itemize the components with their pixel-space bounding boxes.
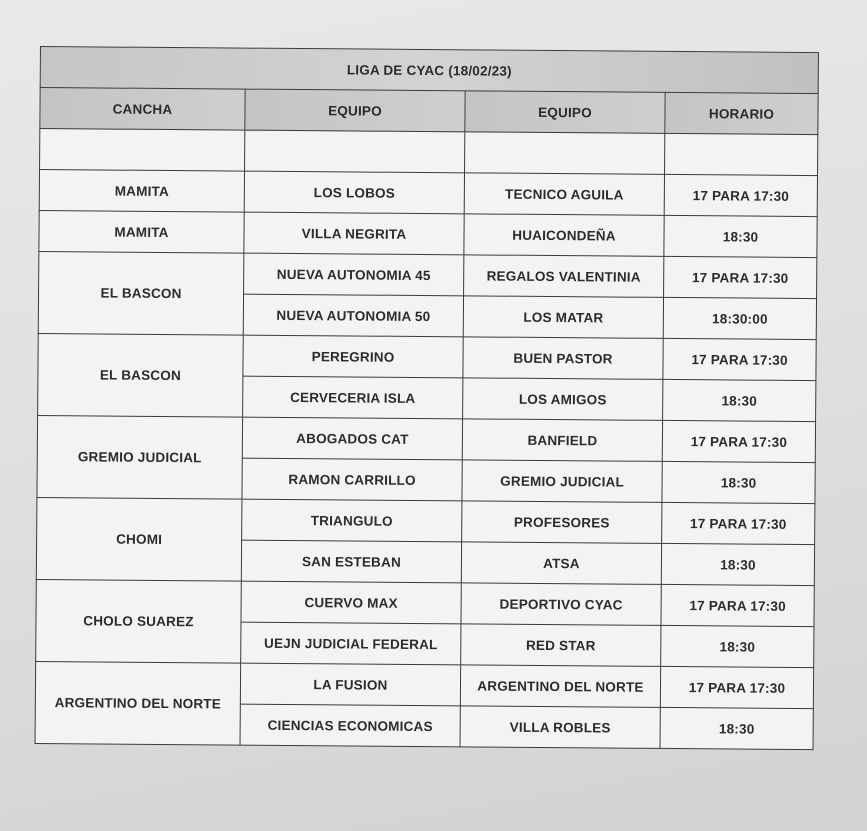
equipo-visitante-cell: PROFESORES [462,501,662,544]
empty-cell [465,132,665,175]
cancha-cell: GREMIO JUDICIAL [37,415,243,499]
equipo-visitante-cell: VILLA ROBLES [460,706,660,749]
equipo-local-cell: ABOGADOS CAT [242,417,462,460]
table-row [37,415,815,462]
header-cancha: CANCHA [40,88,245,131]
empty-cell [40,129,245,172]
cancha-cell: EL BASCON [38,251,244,335]
empty-cell [245,130,465,173]
cancha-cell: ARGENTINO DEL NORTE [35,661,241,745]
equipo-visitante-cell: LOS MATAR [463,296,663,339]
cancha-cell: CHOLO SUAREZ [36,579,242,663]
horario-cell: 17 PARA 17:30 [662,420,815,462]
equipo-visitante-cell: DEPORTIVO CYAC [461,583,661,626]
horario-cell: 17 PARA 17:30 [660,666,813,708]
equipo-visitante-cell: GREMIO JUDICIAL [462,460,662,503]
horario-cell: 18:30 [661,543,814,585]
cancha-cell: MAMITA [39,210,244,253]
equipo-local-cell: TRIANGULO [242,499,462,542]
table-row [39,210,817,257]
horario-cell: 18:30 [663,379,816,421]
equipo-local-cell: LA FUSION [240,663,460,706]
equipo-local-cell: PEREGRINO [243,335,463,378]
equipo-visitante-cell: BANFIELD [462,419,662,462]
cancha-cell: CHOMI [36,497,242,581]
equipo-local-cell: CIENCIAS ECONOMICAS [240,704,460,747]
equipo-local-cell: LOS LOBOS [244,171,464,214]
cancha-cell: EL BASCON [38,333,244,417]
equipo-local-cell: NUEVA AUTONOMIA 50 [243,294,463,337]
empty-cell [665,133,818,175]
horario-cell: 17 PARA 17:30 [663,338,816,380]
table-row [36,579,814,626]
printed-sheet [35,46,818,750]
table-row [39,170,817,217]
table-row [37,497,815,544]
horario-cell: 17 PARA 17:30 [664,256,817,298]
horario-cell: 17 PARA 17:30 [664,174,817,216]
horario-cell: 18:30 [664,215,817,257]
equipo-visitante-cell: ATSA [461,542,661,585]
horario-cell: 18:30:00 [663,297,816,339]
horario-cell: 17 PARA 17:30 [662,502,815,544]
equipo-visitante-cell: HUAICONDEÑA [464,214,664,257]
header-equipo-1: EQUIPO [245,89,465,132]
equipo-visitante-cell: TECNICO AGUILA [464,173,664,216]
horario-cell: 18:30 [660,707,813,749]
table-row [35,661,813,708]
table-row [38,333,816,380]
equipo-local-cell: NUEVA AUTONOMIA 45 [244,253,464,296]
equipo-visitante-cell: RED STAR [461,624,661,667]
equipo-local-cell: CUERVO MAX [241,581,461,624]
header-equipo-2: EQUIPO [465,91,665,134]
equipo-local-cell: CERVECERIA ISLA [243,376,463,419]
table-title: LIGA DE CYAC (18/02/23) [40,47,818,94]
header-horario: HORARIO [665,92,818,134]
equipo-local-cell: SAN ESTEBAN [241,540,461,583]
horario-cell: 17 PARA 17:30 [661,584,814,626]
cancha-cell: MAMITA [39,170,244,213]
equipo-visitante-cell: ARGENTINO DEL NORTE [460,665,660,708]
empty-row [40,129,818,176]
equipo-local-cell: VILLA NEGRITA [244,212,464,255]
fixture-table [35,46,819,750]
horario-cell: 18:30 [661,625,814,667]
equipo-visitante-cell: LOS AMIGOS [463,378,663,421]
equipo-local-cell: UEJN JUDICIAL FEDERAL [241,622,461,665]
equipo-local-cell: RAMON CARRILLO [242,458,462,501]
horario-cell: 18:30 [662,461,815,503]
equipo-visitante-cell: BUEN PASTOR [463,337,663,380]
equipo-visitante-cell: REGALOS VALENTINIA [464,255,664,298]
table-row [39,251,817,298]
